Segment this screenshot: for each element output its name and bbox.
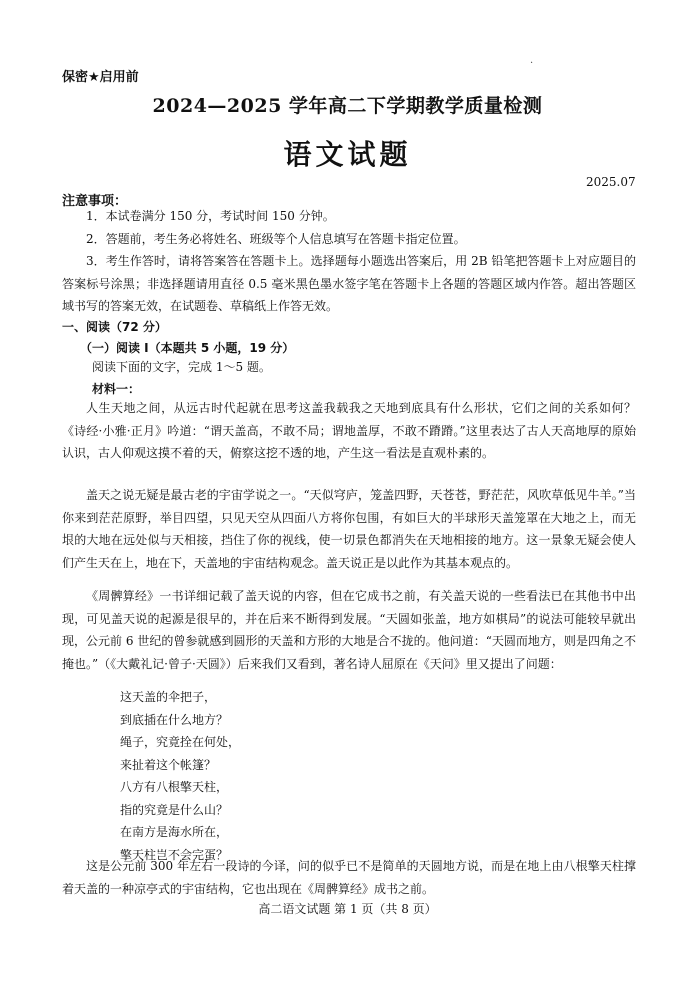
poem-line: 指的究竟是什么山？	[120, 802, 229, 817]
scan-dot: ·	[530, 58, 534, 69]
poem-translation	[120, 686, 240, 866]
passage-paragraph-1: 人生天地之间，从远古时代起就在思考这盖我载我之天地到底具有什么形状，它们之间的关系如何？《诗经·小雅·正月》吟道：“谓天盖高，不敢不局；谓地盖厚，不敢不蹐蹐。”这里表达了古人天高地厚的原始认识，古人仰观这摸不着的天，俯察这挖不透的地，产生这一看法是直观朴素的。	[62, 401, 636, 460]
material-label: 材料一：	[92, 382, 141, 396]
page-footer: 高二语文试题 第 1 页（共 8 页）	[258, 902, 437, 916]
subject-title: 语文试题	[283, 138, 412, 171]
passage-paragraph-4: 这是公元前 300 年左右一段诗的今译，问的似乎已不是简单的天圆地方说，而是在地上由八根擎天柱撑着天盖的一种凉亭式的宇宙结构，它也出现在《周髀算经》成书之前。	[62, 859, 636, 896]
poem-line: 这天盖的伞把子，	[120, 690, 217, 704]
poem-line: 在南方是海水所在，	[120, 825, 229, 839]
poem-line: 到底插在什么地方？	[120, 712, 229, 727]
passage-paragraph-2: 盖天之说无疑是最古老的宇宙学说之一。“天似穹庐，笼盖四野，天苍苍，野茫茫，风吹草低见牛羊。”当你来到茫茫原野，举目四望，只见天空从四面八方将你包围，有如巨大的半球形天盖笼罩在大地之上，而无垠的大地在远处似与天相接，挡住了你的视线，使一切景色都消失在天地相接的地方。这一景象无疑会使人们产生天在上，地在下，天盖地的宇宙结构观念。盖天说正是以此作为其基本观点的。	[62, 488, 636, 570]
subsection-title: （一）阅读 I（本题共 5 小题，19 分）	[80, 341, 295, 355]
poem-line: 来扯着这个帐篷？	[120, 757, 217, 772]
notice-item-3: 3．考生作答时，请将答案答在答题卡上。选择题每小题选出答案后，用 2B 铅笔把答题卡上对应题目的答案标号涂黑；非选择题请用直径 0.5 毫米黑色墨水签字笔在答题卡上各题的答题区域内作答。超出答题区域书写的答案无效，在试题卷、草稿纸上作答无效。	[62, 254, 636, 313]
exam-date: 2025.07	[586, 175, 636, 189]
confidential-mark: 保密★启用前	[62, 70, 139, 85]
poem-line: 八方有八根擎天柱，	[120, 780, 229, 794]
notice-heading: 注意事项：	[62, 194, 128, 209]
reading-instruction: 阅读下面的文字，完成 1～5 题。	[92, 360, 271, 374]
exam-title: 2024—2025 学年高二下学期教学质量检测	[152, 95, 543, 117]
notice-item-1: 1．本试卷满分 150 分，考试时间 150 分钟。	[86, 209, 335, 223]
poem-line: 擎天柱岂不会完蛋？	[120, 847, 229, 862]
section-title: 一、阅读（72 分）	[62, 320, 167, 334]
notice-item-2: 2．答题前，考生务必将姓名、班级等个人信息填写在答题卡指定位置。	[86, 232, 466, 246]
passage-paragraph-3: 《周髀算经》一书详细记载了盖天说的内容，但在它成书之前，有关盖天说的一些看法已在其他书中出现，可见盖天说的起源是很早的，并在后来不断得到发展。“天圆如张盖，地方如棋局”的说法可能较早就出现，公元前 6 世纪的曾参就感到圆形的天盖和方形的大地是合不拢的。他问道：“天圆而地方，则是四角之不掩也。”（《大戴礼记·曾子·天圆》）后来我们又看到，著名诗人屈原在《天问》里又提出了问题：	[62, 589, 636, 671]
poem-line: 绳子，究竟拴在何处，	[120, 735, 241, 749]
